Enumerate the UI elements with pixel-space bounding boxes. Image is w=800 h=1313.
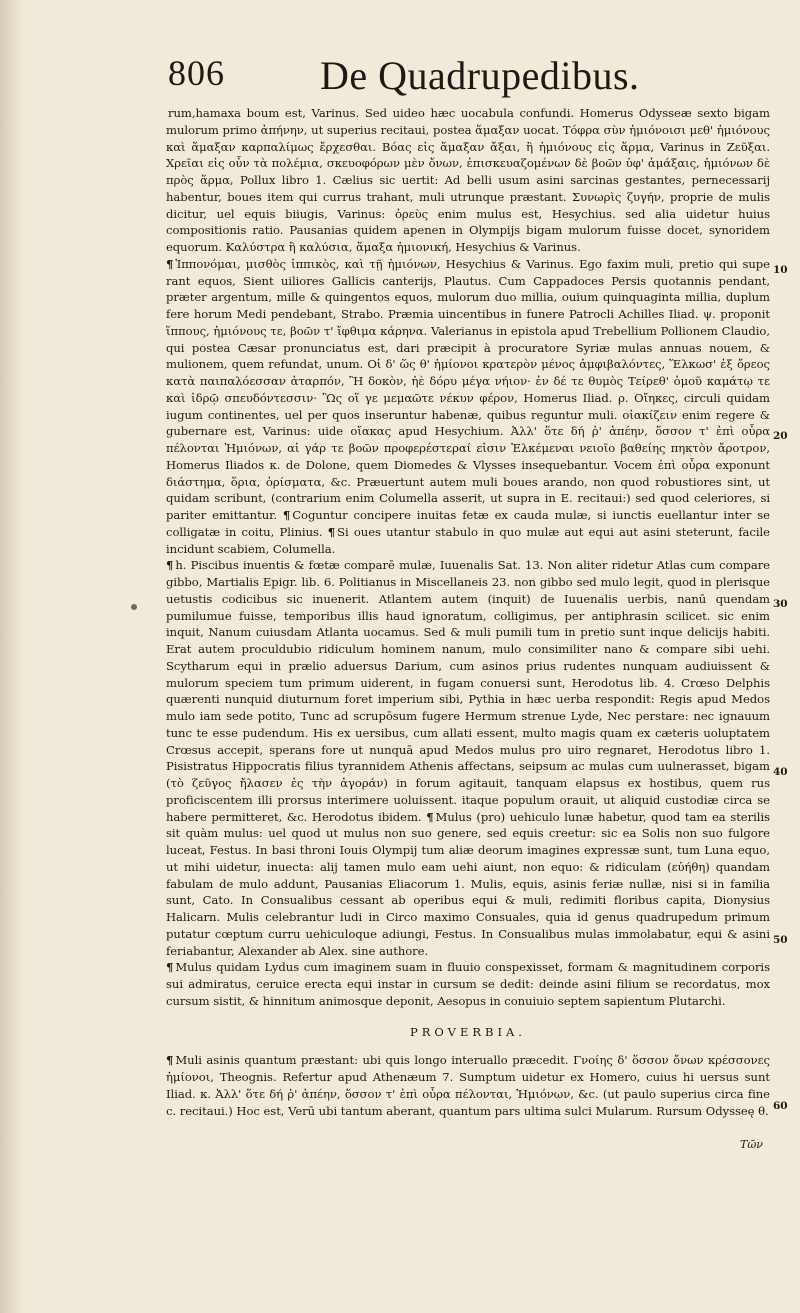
pilcrow-mark: ¶ bbox=[282, 508, 291, 522]
paragraph-text: Mulus quidam Lydus cum imaginem suam in fluuio conspexisset, formam & magnitudinem corporis sui admiratus, ceruice erecta equi instar in cursum se dedit: deinde asini filium se recordatus, mox cursum sistit, & hinnitum animosque deponit, Aesopus in conuiuio septem sapientum Plutarchi. bbox=[166, 960, 770, 1008]
pilcrow-mark: ¶ bbox=[327, 524, 336, 539]
section-heading: PROVERBIA. bbox=[410, 1024, 526, 1039]
pilcrow-mark: ¶ bbox=[166, 558, 174, 573]
margin-line-number: 20 bbox=[773, 430, 788, 442]
pilcrow-mark: ¶ bbox=[426, 809, 434, 824]
catchword: Τῶν bbox=[740, 1138, 763, 1151]
paragraph-text: Ἱππονόμαι, μισθὸς ἱππικὸς, καὶ τῇ ἡμιόνων, Hesychius & Varinus. Ego faxim muli, pretio qui supe rant equos, Sient uiliores Gallicis canterijs, Plautus. Cum Cappadoces Persis quotannis pendant, præter argentum, mille & quingentos equos, mulorum duo millia, ouium quinquaginta millia, duplum fere horum Medi pendebant, Strabo. Præmia uincentibus in funere Patrocli Achilles Iliad. ψ. proponit ἵππους, ἡμιόνους τε, βοῶν τ' ἴφθιμα κάρηνα. Valerianus in epistola apud Trebellium Pollionem Claudio, qui postea Cæsar pronunciatus est, dari præcipit à procuratore Syriæ mulas annuas nouem, & mulionem, quem refundat, unum. Οἱ δ' ὥς θ' ἡμίονοι κρατερὸν μένος ἀμφιβαλόντες, Ἕλκωσ' ἐξ ὄρεος κατὰ παιπαλόεσσαν ἀταρπόν, Ἢ δοκὸν, ἠὲ δόρυ μέγα νήιον· ἐν δέ τε θυμὸς Τείρεθ' ὁμοῦ καμάτῳ τε καὶ ἱδρῷ σπευδόντεσσιν· Ὣς οἵ γε μεμαῶτε νέκυν φέρον, Homerus Iliad. ρ. Οἴηκες, circuli quidam iugum continentes, uel per quos inseruntur habenæ, quibus reguntur muli. οἰακίζειν enim regere & gubernare est, Varinus: uide οἴακας apud Hesychium. Ἀλλ' ὅτε δή ῥ' ἀπέην, ὅσσον τ' ἐπὶ οὖρα πέλονται Ἡμιόνων, αἱ γάρ τε βοῶν προφερέστεραί εἰσιν Ἑλκέμεναι νειοῖο βαθείης πηκτὸν ἄροτρον, Homerus Iliados κ. de Dolone, quem Diomedes & Vlysses insequebantur. Vocem ἐπὶ οὖρα exponunt διάστημα, ὅρια, ὁρίσματα, &c. Præuertunt autem muli boues arando, non quod robustiores sint, ut quidam scribunt, (contrarium enim Columella asserit, ut supra in E. recitaui:) sed quod celeriores, si pariter emittantur. bbox=[166, 256, 770, 522]
margin-line-number: 30 bbox=[773, 598, 788, 610]
paragraph-text: Coguntur concipere inuitas fetæ ex cauda mulæ, si iunctis euellantur inter se colligatæ in coitu, Plinius. bbox=[166, 508, 770, 539]
paragraph bbox=[166, 557, 770, 959]
margin-dot bbox=[131, 604, 137, 610]
margin-line-number: 10 bbox=[773, 264, 788, 276]
paragraph bbox=[166, 105, 770, 256]
page-edge-shadow bbox=[0, 0, 22, 1313]
paragraph-text: Mulus (pro) uehiculo lunæ habetur, quod tam ea sterilis sit quàm mulus: uel quod ut mulus non suo genere, sed equis creetur: sic ea Solis non suo fulgore luceat, Festus. In basi throni Iouis Olympij tum aliæ deorum imagines expressæ sunt, tum Luna equo, ut mihi uidetur, inuecta: alij tamen mulo eam uehi aiunt, non equo: & ridiculam (εὐήθη) quandam fabulam de mulo addunt, Pausanias Eliacorum 1. Mulis, equis, asinis feriæ nullæ, nisi si in familia sunt, Cato. In Consualibus cessant ab operibus equi & muli, redimiti floribus capita, Dionysius Halicarn. Mulis celebrantur ludi in Circo maximo Consuales, quia id genus quadrupedum primum putatur cœptum curru uehiculoque adiungi, Festus. In Consualibus mulas immolabatur, equi & asini feriabantur, Alexander ab Alex. sine authore. bbox=[166, 809, 770, 958]
pilcrow-mark: ¶ bbox=[166, 1053, 174, 1068]
running-title: De Quadrupedibus. bbox=[320, 53, 640, 98]
pilcrow-mark: ¶ bbox=[166, 256, 174, 271]
pilcrow-mark: ¶ bbox=[166, 960, 174, 975]
paragraph-text: h. Piscibus inuentis & fœtæ comparē mulæ, Iuuenalis Sat. 13. Non aliter ridetur Atlas cum compare gibbo, Martialis Epigr. lib. 6. Politianus in Miscellaneis 23. non gibbo sed mulo legit, quod in plerisque uetustis codicibus sic inuenerit. Atlantem autem (inquit) de Iuuenalis uerbis, nanū quendam pumilumue fuisse, temporibus illis haud ignoratum, colligimus, per antiphrasin scilicet. sic enim inquit, Nanum cuiusdam Atlanta uocamus. Sed & muli pumili tum in pretio sunt inque delicijs habiti. Erat autem proculdubio ridiculum hominem nanum, mulo consimiliter nano & compare sibi uehi. Scytharum equi in prælio aduersus Darium, cum asinos prius rudentes nunquam audiuissent & mulorum speciem tum primum uiderent, in fugam conuersi sunt, Herodotus lib. 4. Crœso Delphis quærenti nunquid diuturnum foret imperium sibi, Pythia in hæc uerba respondit: Regis apud Medos mulo iam sede potito, Tunc ad scrupōsum fugere Hermum strenue Lyde, Nec perstare: nec ignauum tunc te esse pudendum. His ex uersibus, cum allati essent, multo magis quam ex cæteris uoluptatem Crœsus accepit, sperans fore ut nunquā apud Medos mulus pro uiro regnaret, Herodotus libro 1. Pisistratus Hippocratis filius tyrannidem Athenis affectans, seipsum ac mulas cum uulnerasset, bigam (τὸ ζεῦγος ἤλασεν ἐς τὴν ἀγοράν) in forum agitauit, tanquam elapsus ex hostibus, quem rus proficiscentem illi prorsus interimere uoluissent. itaque populum orauit, ut aliquid custodiæ circa se habere permitteret, &c. Herodotus ibidem. bbox=[166, 558, 770, 824]
paragraph bbox=[166, 256, 770, 558]
margin-line-number: 60 bbox=[773, 1100, 788, 1112]
page-header bbox=[0, 52, 800, 104]
proverb-paragraph bbox=[166, 1052, 770, 1119]
margin-line-number: 50 bbox=[773, 934, 788, 946]
main-text bbox=[166, 105, 770, 1119]
paragraph-text: Muli asinis quantum præstant: ubi quis longo interuallo præcedit. Γνοίης δ' ὅσσον ὄνων κρέσσονες ἡμίονοι, Theognis. Refertur apud Athenæum 7. Sumptum uidetur ex Homero, cuius hi uersus sunt Iliad. κ. Ἀλλ' ὅτε δή ῥ' ἀπέην, ὅσσον τ' ἐπὶ οὖρα πέλονται, Ἡμιόνων, &c. (ut paulo superius circa fine c. recitaui.) Hoc est, Verū ubi tantum aberant, quantum pars ultima sulci Mularum. Rursum Odysseę θ. bbox=[166, 1053, 770, 1118]
paragraph-text: rum,hamaxa boum est, Varinus. Sed uideo hæc uocabula confundi. Homerus Odysseæ sexto bigam mulorum primo ἀπήνην, ut superius recitaui, postea ἅμαξαν uocat. Τόφρα σὺν ἡμιόνοισι μεθ' ἡμιόνους καὶ ἅμαξαν καρπαλίμως ἔρχεσθαι. Βόας εἰς ἅμαξαν ἄξαι, ἢ ἡμιόνους εἰς ἅρμα, Varinus in Ζεῦξαι. Χρεῖαι εἰς οὖν τὰ πολέμια, σκευοφόρων μὲν ὄνων, ἐπισκευαζομένων δὲ βοῶν ὑφ' ἁμάξαις, ἡμιόνων δὲ πρὸς ἅρμα, Pollux libro 1. Cælius sic uertit: Ad belli usum asini sarcinas gestantes, pernecessarij habentur, boues item qui currus trahant, muli utrunque præstant. Συνωρὶς ζυγήν, proprie de mulis dicitur, uel equis biiugis, Varinus: ὀρεὺς enim mulus est, Hesychius. sed alia uidetur huius compositionis ratio. Pausanias quidem apenen in Olympijs bigam mulorum fuisse docet, synoridem equorum. Καλύστρα ἢ καλύσια, ἅμαξα ἡμιονική, Hesychius & Varinus. bbox=[166, 106, 770, 254]
page-number: 806 bbox=[168, 53, 225, 93]
margin-line-number: 40 bbox=[773, 766, 788, 778]
paragraph bbox=[166, 959, 770, 1009]
paragraph-text: Si oues utantur stabulo in quo mulæ aut equi aut asini steterunt, facile incidunt scabiem, Columella. bbox=[166, 524, 770, 556]
